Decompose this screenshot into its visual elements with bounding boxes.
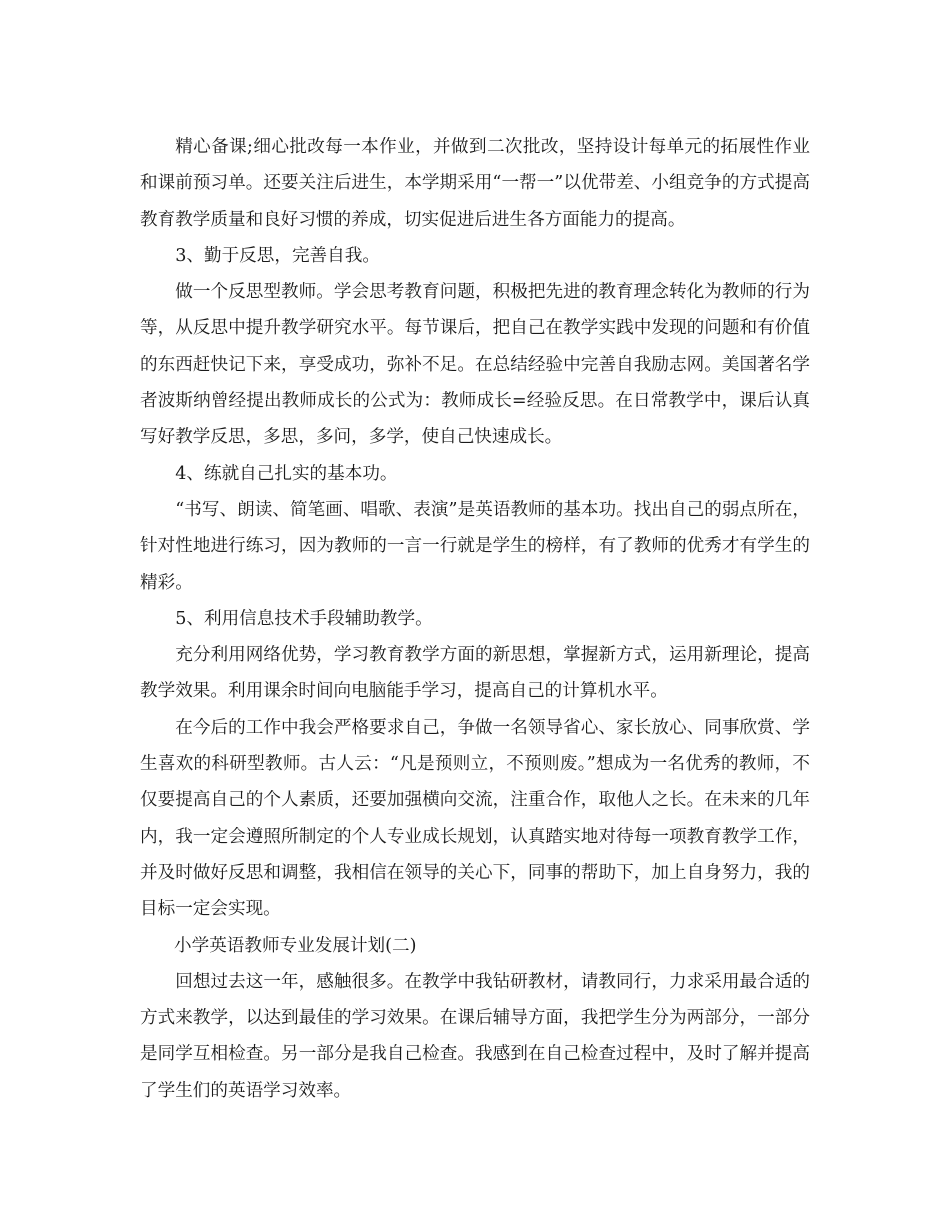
paragraph-lesson-prep: 精心备课;细心批改每一本作业，并做到二次批改，坚持设计每单元的拓展性作业和课前预习单。还要关注后进生，本学期采用“一帮一”以优带差、小组竞争的方式提高教育教学质量和良好习惯的养成，切实促进后进生各方面能力的提高。 [140, 137, 810, 230]
paragraph-network-advantage: 充分利用网络优势，学习教育教学方面的新思想，掌握新方式，运用新理论，提高教学效果。利用课余时间向电脑能手学习，提高自己的计算机水平。 [140, 645, 810, 702]
paragraph-future-work: 在今后的工作中我会严格要求自己，争做一名领导省心、家长放心、同事欣赏、学生喜欢的科研型教师。古人云：“凡是预则立，不预则废。”想成为一名优秀的教师，不仅要提高自己的个人素质，还要加强横向交流，注重合作，取他人之长。在未来的几年内，我一定会遵照所制定的个人专业成长规划，认真踏实地对待每一项教育教学工作，并及时做好反思和调整，我相信在领导的关心下，同事的帮助下，加上自身努力，我的目标一定会实现。 [140, 717, 810, 920]
heading-reflection: 3、勤于反思，完善自我。 [175, 245, 380, 266]
section-subtitle: 小学英语教师专业发展计划(二) [174, 935, 417, 956]
heading-information-technology: 5、利用信息技术手段辅助教学。 [175, 608, 433, 629]
paragraph-basic-skills: “书写、朗读、简笔画、唱歌、表演”是英语教师的基本功。找出自己的弱点所在，针对性地进行练习，因为教师的一言一行就是学生的榜样，有了教师的优秀才有学生的精彩。 [140, 499, 810, 593]
paragraph-looking-back: 回想过去这一年，感触很多。在教学中我钻研教材，请教同行，力求采用最合适的方式来教学，以达到最佳的学习效果。在课后辅导方面，我把学生分为两部分，一部分是同学互相检查。另一部分是我自己检查。我感到在自己检查过程中，及时了解并提高了学生们的英语学习效率。 [140, 971, 810, 1101]
heading-basic-skills: 4、练就自己扎实的基本功。 [175, 463, 398, 484]
paragraph-reflective-teacher: 做一个反思型教师。学会思考教育问题，积极把先进的教育理念转化为教师的行为等，从反思中提升教学研究水平。每节课后，把自己在教学实践中发现的问题和有价值的东西赶快记下来，享受成功，弥补不足。在总结经验中完善自我励志网。美国著名学者波斯纳曾经提出教师成长的公式为：教师成长=经验反思。在日常教学中，课后认真写好教学反思，多思，多问，多学，使自己快速成长。 [140, 282, 810, 448]
